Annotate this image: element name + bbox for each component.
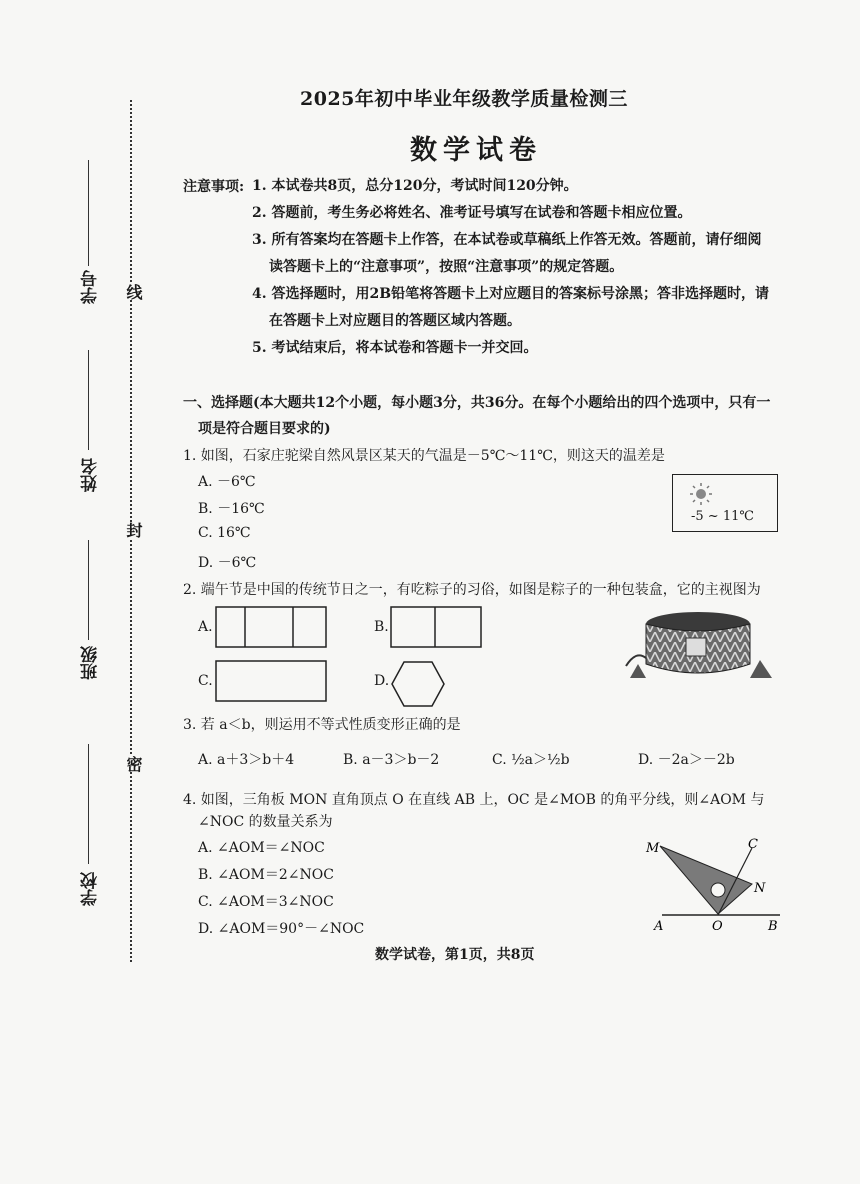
class-label: 班级: [81, 646, 101, 680]
seal-char-mi: 密: [124, 756, 143, 772]
notice-item-4b: 在答题卡上对应题目的答题区域内答题。: [269, 313, 521, 329]
label-a: A: [654, 919, 664, 934]
q2-stem: 2. 端午节是中国的传统节日之一，有吃粽子的习俗，如图是粽子的一种包装盒，它的主视图为: [183, 582, 761, 598]
notice-item-4: 4. 答选择题时，用2B铅笔将答题卡上对应题目的答案标号涂黑；答非选择题时，请: [252, 286, 770, 302]
notice-item-3: 3. 所有答案均在答题卡上作答，在本试卷或草稿纸上作答无效。答题前，请仔细阅: [252, 232, 762, 248]
q1-option-b: B. －16℃: [198, 501, 265, 517]
notice-label: 注意事项:: [183, 179, 245, 195]
q2-option-b-figure: [390, 606, 482, 648]
class-line: [88, 540, 89, 640]
q1-stem: 1. 如图，石家庄驼梁自然风景区某天的气温是－5℃～11℃，则这天的温差是: [183, 448, 665, 464]
label-m: M: [646, 841, 660, 856]
section-heading: 一、选择题(本大题共12个小题，每小题3分，共36分。在每个小题给出的四个选项中，只有一: [183, 395, 771, 411]
name-label: 姓名: [81, 458, 101, 492]
label-c: C: [748, 837, 758, 852]
q3-option-c: C. ½a＞½b: [492, 752, 570, 768]
q2-option-c-label: C.: [198, 673, 213, 689]
page-footer: 数学试卷，第1页，共8页: [375, 947, 535, 963]
q1-weather-figure: [672, 474, 778, 532]
notice-item-5: 5. 考试结束后，将本试卷和答题卡一并交回。: [252, 340, 538, 356]
label-b: B: [768, 919, 778, 934]
q1-temperature-range: -5 ~ 11℃: [691, 509, 754, 524]
q3-option-d: D. －2a＞－2b: [638, 752, 735, 768]
seal-char-feng: 封: [124, 522, 143, 538]
q4-stem: 4. 如图，三角板 MON 直角顶点 O 在直线 AB 上，OC 是∠MOB 的角平分线，则∠AOM 与: [183, 792, 765, 808]
exam-title: 2025年初中毕业年级教学质量检测三: [300, 88, 628, 110]
q4-option-a: A. ∠AOM＝∠NOC: [198, 840, 325, 856]
zongzi-box-photo: [620, 602, 788, 686]
q2-option-d-figure: [390, 660, 446, 708]
q3-stem: 3. 若 a＜b，则运用不等式性质变形正确的是: [183, 717, 461, 733]
notice-item-1: 1. 本试卷共8页，总分120分，考试时间120分钟。: [252, 178, 578, 194]
q1-option-a: A. －6℃: [198, 474, 256, 490]
section-heading-cont: 项是符合题目要求的): [198, 421, 331, 437]
notice-item-2: 2. 答题前，考生务必将姓名、准考证号填写在试卷和答题卡相应位置。: [252, 205, 692, 221]
q2-option-a-figure: [215, 606, 327, 648]
seal-char-xian: 线: [124, 284, 143, 300]
label-n: N: [754, 881, 766, 896]
q4-option-c: C. ∠AOM＝3∠NOC: [198, 894, 334, 910]
q4-stem-cont: ∠NOC 的数量关系为: [198, 814, 333, 830]
label-o: O: [712, 919, 723, 934]
student-id-line: [88, 160, 89, 266]
school-line: [88, 744, 89, 864]
q2-option-b-label: B.: [374, 619, 389, 635]
school-label: 学校: [81, 872, 101, 906]
notice-item-3b: 读答题卡上的“注意事项”，按照“注意事项”的规定答题。: [269, 259, 624, 275]
q1-option-c: C. 16℃: [198, 525, 251, 541]
q1-option-d: D. －6℃: [198, 555, 257, 571]
q4-option-d: D. ∠AOM＝90°－∠NOC: [198, 921, 365, 937]
student-id-label: 学号: [81, 270, 101, 304]
q4-option-b: B. ∠AOM＝2∠NOC: [198, 867, 334, 883]
paper-title: 数学试卷: [410, 135, 542, 166]
q2-option-c-figure: [215, 660, 327, 702]
q4-triangle-figure: [640, 836, 790, 936]
q2-option-d-label: D.: [374, 673, 390, 689]
name-line: [88, 350, 89, 450]
q3-option-b: B. a－3＞b－2: [343, 752, 440, 768]
q3-option-a: A. a＋3＞b＋4: [198, 752, 295, 768]
q2-option-a-label: A.: [198, 619, 213, 635]
sun-icon: [689, 482, 713, 506]
